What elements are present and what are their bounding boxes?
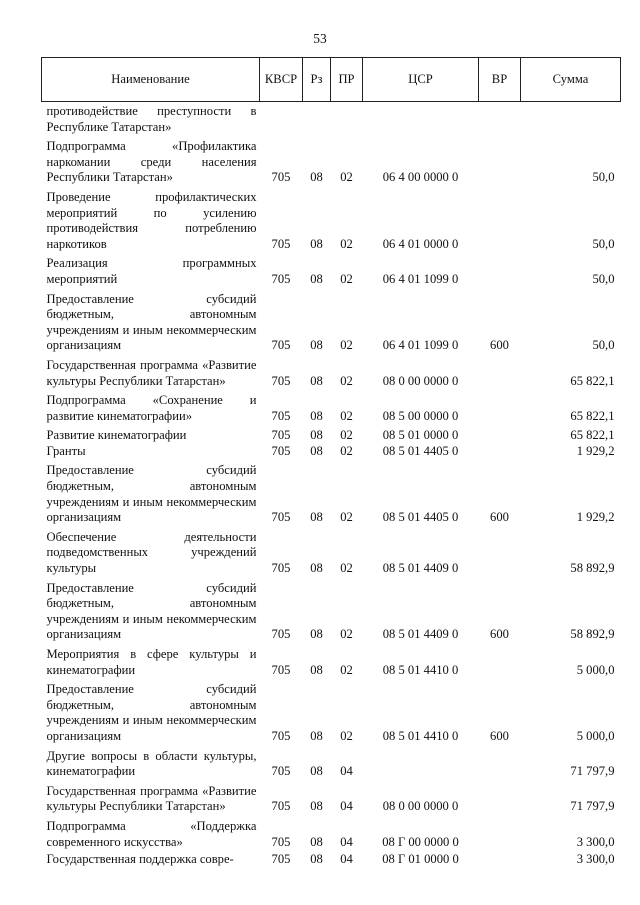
table-row: [42, 749, 621, 784]
row-sum: 1 929,2: [576, 443, 615, 458]
row-sum: 71 797,9: [570, 799, 615, 814]
row-sum: 1 929,2: [576, 510, 615, 525]
row-name: Государственная программа «Развитие культуры Республики Татарстан»: [46, 783, 257, 814]
row-rz: 08: [310, 834, 323, 849]
table-row: [42, 682, 621, 748]
row-vr: [479, 784, 521, 819]
row-csr: 06 4 01 1099 0: [382, 338, 459, 353]
row-pr: 04: [340, 764, 353, 779]
row-csr: 08 5 01 4409 0: [382, 627, 459, 642]
row-pr: 02: [340, 627, 353, 642]
row-sum: 58 892,9: [570, 627, 615, 642]
table-row: [42, 102, 621, 140]
row-vr: [479, 819, 521, 850]
row-csr: 08 0 00 0000 0: [382, 799, 459, 814]
row-name: Предоставление субсидий бюджетным, автономным учреждениям и иным некоммерческим организациям: [46, 580, 257, 642]
table-row: [42, 292, 621, 358]
row-name: Развитие кинематографии: [46, 428, 187, 443]
row-csr: 08 0 00 0000 0: [382, 373, 459, 388]
header-csr: ЦСР: [363, 58, 479, 102]
table-row: [42, 256, 621, 291]
row-vr: 600: [490, 338, 509, 353]
row-kvsr: 705: [271, 443, 291, 458]
row-name: Предоставление субсидий бюджетным, автономным учреждениям и иным некоммерческим организациям: [46, 291, 257, 353]
row-sum: 3 300,0: [576, 834, 615, 849]
row-name: Реализация программных мероприятий: [46, 256, 257, 286]
row-kvsr: 705: [271, 834, 291, 849]
table-row: [42, 819, 621, 850]
header-sum: Сумма: [521, 58, 621, 102]
row-rz: 08: [310, 236, 323, 251]
row-vr: 600: [490, 728, 509, 743]
row-name: противодействие преступности в Республике Татарстан»: [46, 104, 257, 134]
table-row: [42, 393, 621, 428]
budget-table: [41, 57, 621, 872]
row-rz: 08: [310, 408, 323, 423]
row-name: Государственная поддержка совре-: [46, 852, 234, 867]
row-pr: 02: [340, 561, 353, 576]
row-name: Предоставление субсидий бюджетным, автономным учреждениям и иным некоммерческим организациям: [46, 682, 257, 743]
row-vr: [479, 358, 521, 393]
row-sum: 65 822,1: [570, 373, 615, 388]
row-csr: [363, 102, 479, 140]
row-vr: [479, 139, 521, 190]
row-kvsr: 705: [271, 799, 291, 814]
row-rz: 08: [310, 271, 323, 286]
row-sum: 71 797,9: [570, 764, 615, 779]
header-kvsr: КВСР: [260, 58, 303, 102]
row-pr: 02: [340, 662, 353, 677]
table-row: [42, 444, 621, 464]
row-name: Подпрограмма «Поддержка современного искусства»: [46, 818, 257, 849]
header-rz: Рз: [303, 58, 331, 102]
row-csr: 08 Г 00 0000 0: [382, 834, 459, 849]
row-vr: [479, 428, 521, 444]
row-rz: 08: [310, 627, 323, 642]
row-pr: 02: [340, 443, 353, 458]
row-sum: 50,0: [592, 338, 615, 353]
row-pr: 02: [340, 170, 353, 185]
row-sum: 50,0: [592, 170, 615, 185]
table-row: [42, 358, 621, 393]
table-row: [42, 530, 621, 581]
row-csr: 06 4 00 0000 0: [382, 170, 459, 185]
row-pr: 02: [340, 271, 353, 286]
row-sum: 65 822,1: [570, 408, 615, 423]
row-rz: 08: [310, 852, 323, 867]
row-name: Мероприятия в сфере культуры и кинематографии: [46, 647, 257, 677]
row-csr: 06 4 01 0000 0: [382, 236, 459, 251]
row-kvsr: 705: [271, 428, 291, 443]
table-row: [42, 190, 621, 256]
row-kvsr: 705: [271, 170, 291, 185]
row-name: Предоставление субсидий бюджетным, автономным учреждениям и иным некоммерческим организациям: [46, 463, 257, 525]
row-name: Гранты: [46, 443, 86, 458]
table-row: [42, 850, 621, 872]
row-pr: 02: [340, 428, 353, 443]
row-pr: 02: [340, 728, 353, 743]
row-rz: 08: [310, 510, 323, 525]
row-pr: 04: [340, 852, 353, 867]
header-vr: ВР: [479, 58, 521, 102]
row-rz: 08: [310, 728, 323, 743]
header-name: Наименование: [42, 58, 260, 102]
row-csr: 08 5 01 4410 0: [382, 728, 459, 743]
row-name: Подпрограмма «Сохранение и развитие кинематографии»: [46, 393, 257, 423]
row-name: Государственная программа «Развитие культуры Республики Татарстан»: [46, 357, 257, 388]
row-pr: 02: [340, 408, 353, 423]
row-csr: 08 5 01 4409 0: [382, 561, 459, 576]
row-name: Другие вопросы в области культуры, кинематографии: [46, 748, 257, 779]
table-header-row: [42, 58, 621, 102]
row-kvsr: 705: [271, 561, 291, 576]
row-pr: 02: [340, 510, 353, 525]
row-sum: 50,0: [592, 271, 615, 286]
row-sum: 58 892,9: [570, 561, 615, 576]
table-row: [42, 428, 621, 444]
row-vr: [479, 256, 521, 291]
row-csr: [363, 749, 479, 784]
row-sum: [521, 102, 621, 140]
row-rz: 08: [310, 799, 323, 814]
row-rz: [303, 102, 331, 140]
row-vr: [479, 190, 521, 256]
row-csr: 08 5 01 4405 0: [382, 443, 459, 458]
row-kvsr: 705: [271, 510, 291, 525]
header-pr: ПР: [331, 58, 363, 102]
row-sum: 50,0: [592, 236, 615, 251]
row-csr: 08 5 01 4410 0: [382, 662, 459, 677]
row-name: Проведение профилактических мероприятий по усилению противодействия потреблению наркотиков: [46, 189, 257, 251]
row-rz: 08: [310, 764, 323, 779]
row-pr: 04: [340, 799, 353, 814]
row-name: Подпрограмма «Профилактика наркомании среди населения Республики Татарстан»: [46, 139, 257, 185]
row-vr: [479, 749, 521, 784]
table-row: [42, 463, 621, 529]
table-row: [42, 647, 621, 682]
row-kvsr: 705: [271, 373, 291, 388]
row-rz: 08: [310, 170, 323, 185]
row-kvsr: 705: [271, 627, 291, 642]
row-vr: [479, 530, 521, 581]
row-kvsr: 705: [271, 852, 291, 867]
table-row: [42, 139, 621, 190]
row-vr: [479, 850, 521, 872]
row-vr: [479, 102, 521, 140]
row-kvsr: 705: [271, 662, 291, 677]
row-vr: [479, 444, 521, 464]
row-kvsr: [260, 102, 303, 140]
row-kvsr: 705: [271, 236, 291, 251]
row-rz: 08: [310, 338, 323, 353]
row-csr: 06 4 01 1099 0: [382, 271, 459, 286]
row-rz: 08: [310, 662, 323, 677]
row-sum: 5 000,0: [576, 728, 615, 743]
row-pr: 02: [340, 373, 353, 388]
row-sum: 65 822,1: [570, 428, 615, 443]
row-pr: 02: [340, 236, 353, 251]
row-kvsr: 705: [271, 728, 291, 743]
table-row: [42, 784, 621, 819]
row-rz: 08: [310, 428, 323, 443]
row-csr: 08 5 01 4405 0: [382, 510, 459, 525]
row-pr: 04: [340, 834, 353, 849]
row-vr: [479, 647, 521, 682]
row-csr: 08 5 00 0000 0: [382, 408, 459, 423]
row-kvsr: 705: [271, 408, 291, 423]
row-sum: 5 000,0: [576, 662, 615, 677]
row-rz: 08: [310, 373, 323, 388]
row-pr: 02: [340, 338, 353, 353]
row-sum: 3 300,0: [576, 852, 615, 867]
row-rz: 08: [310, 443, 323, 458]
row-kvsr: 705: [271, 338, 291, 353]
row-csr: 08 Г 01 0000 0: [382, 852, 459, 867]
row-name: Обеспечение деятельности подведомственных учреждений культуры: [46, 529, 257, 576]
row-vr: [479, 393, 521, 428]
row-vr: 600: [490, 510, 509, 525]
row-csr: 08 5 01 0000 0: [382, 428, 459, 443]
table-row: [42, 581, 621, 647]
row-rz: 08: [310, 561, 323, 576]
row-kvsr: 705: [271, 271, 291, 286]
row-vr: 600: [490, 627, 509, 642]
row-pr: [331, 102, 363, 140]
page-number: 53: [313, 31, 327, 46]
row-kvsr: 705: [271, 764, 291, 779]
